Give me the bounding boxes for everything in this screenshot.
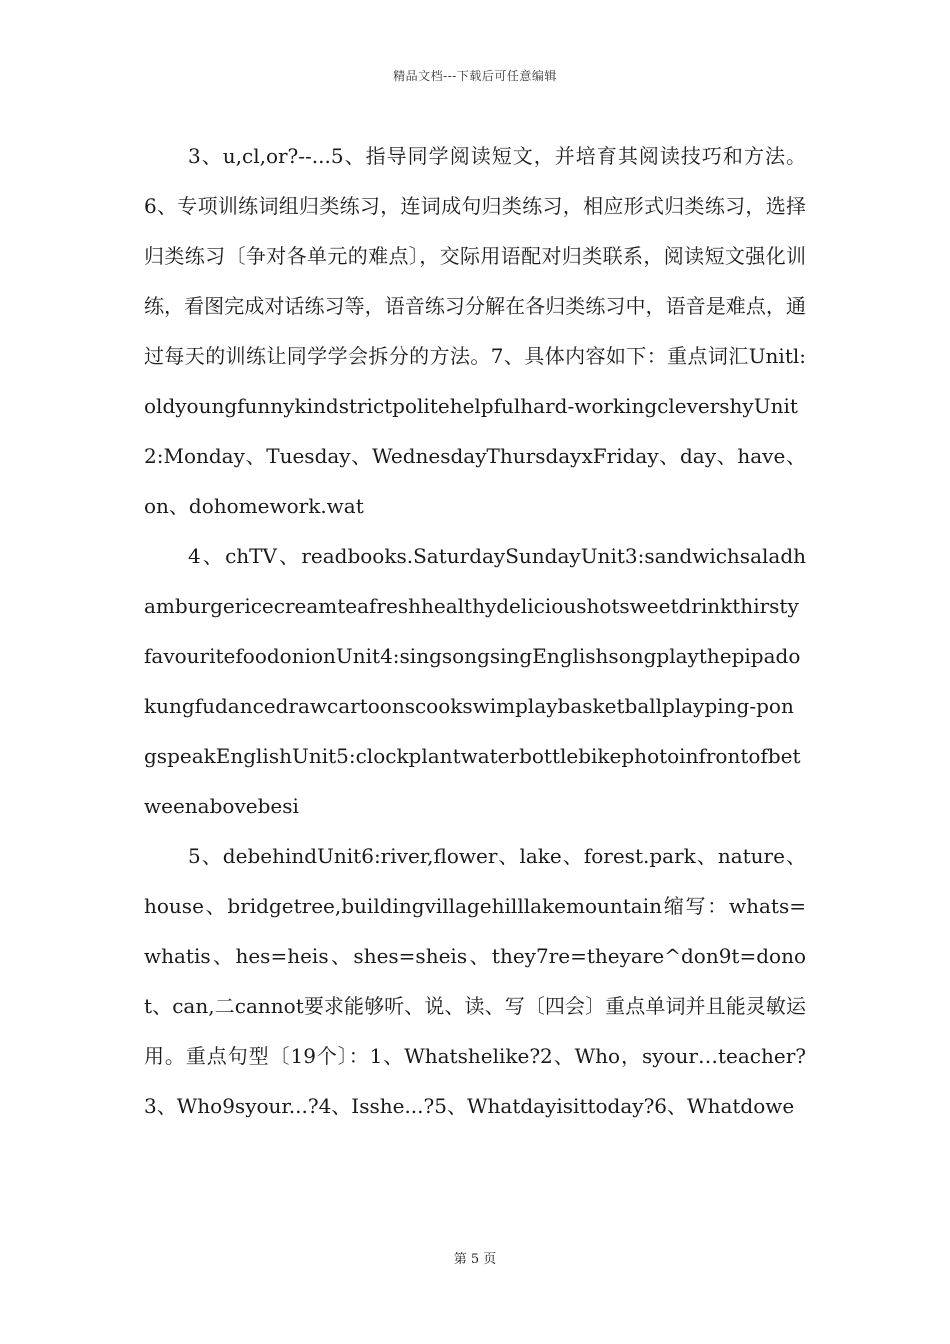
document-body bbox=[144, 131, 806, 1131]
paragraph-1: 3、u,cl,or?--...5、指导同学阅读短文，并培育其阅读技巧和方法。6、专项训练词组归类练习，连词成句归类练习，相应形式归类练习，选择归类练习〔争对各单元的难点〕，交际用语配对归类联系，阅读短文强化训练，看图完成对话练习等，语音练习分解在各归类练习中，语音是难点，通过每天的训练让同学学会拆分的方法。7、具体内容如下：重点词汇Unitl:oldyoungfunnykindstrictpolitehelpfulhard-workingclevershyUnit2:Monday、Tuesday、WednesdayThursdayxFriday、day、have、on、dohomework.wat bbox=[144, 144, 806, 518]
paragraph-2: 4、chTV、readbooks.SaturdaySundayUnit3:sandwichsaladhamburgericecreamteafreshhealthydelicioushotsweetdrinkthirstyfavouritefoodonionUnit4:singsongsingEnglishsongplaythepipadokungfudancedrawcartoonscookswimplaybasketballplayping-pongspeakEnglishUnit5:clockplantwaterbottlebikephotoinfrontofbetweenabovebesi bbox=[144, 544, 806, 818]
page-number: 第 5 页 bbox=[453, 1252, 497, 1267]
page-header: 精品文档---下载后可任意编辑 bbox=[393, 69, 557, 83]
paragraph-3: 5、debehindUnit6:river,flower、lake、forest.park、nature、house、bridgetree,buildingvillagehilllakemountain缩写：whats=whatis、hes=heis、shes=sheis、they7re=theyare^don9t=donot、can,二cannot要求能够听、说、读、写〔四会〕重点单词并且能灵敏运用。重点句型〔19个〕：1、Whatshelike?2、Who，syour…teacher?3、Who9syour...?4、Isshe...?5、Whatdayisittoday?6、Whatdowe bbox=[144, 844, 806, 1118]
